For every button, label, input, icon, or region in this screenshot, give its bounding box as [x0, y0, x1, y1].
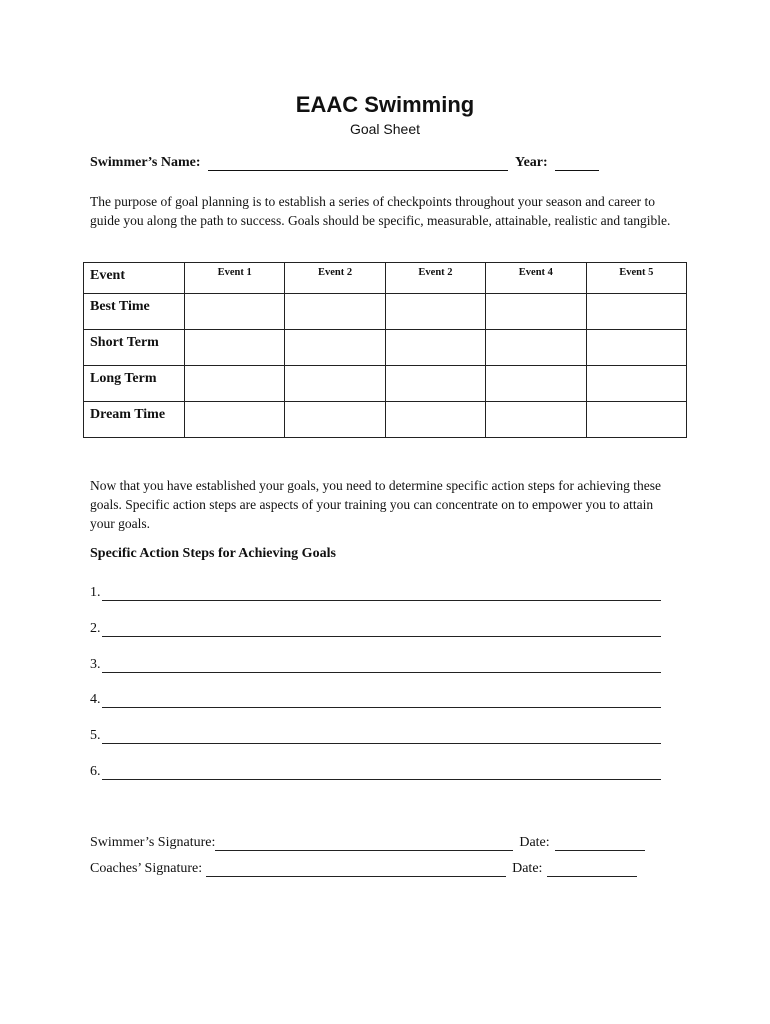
- row-label: Short Term: [90, 335, 159, 350]
- step-field[interactable]: [102, 586, 662, 601]
- action-step-6: [90, 762, 661, 780]
- step-number: 4.: [90, 692, 101, 707]
- coach-signature-line: [90, 859, 637, 877]
- step-field[interactable]: [102, 622, 662, 637]
- goal-cell[interactable]: [586, 294, 686, 330]
- goal-cell[interactable]: [185, 402, 285, 438]
- column-header-label: Event 2: [318, 267, 353, 278]
- row-label-cell: [84, 402, 185, 438]
- swimmer-date-field[interactable]: [555, 836, 645, 851]
- coach-date-field[interactable]: [547, 862, 637, 877]
- coach-date-label: Date:: [512, 861, 543, 876]
- goal-cell[interactable]: [385, 366, 485, 402]
- goal-cell[interactable]: [185, 294, 285, 330]
- step-number: 3.: [90, 657, 101, 672]
- step-number: 2.: [90, 621, 101, 636]
- swimmer-date-label: Date:: [519, 835, 550, 850]
- row-label-cell: [84, 330, 185, 366]
- column-header-label: Event 2: [418, 267, 453, 278]
- row-label: Best Time: [90, 299, 150, 314]
- step-number: 6.: [90, 764, 101, 779]
- row-label: Dream Time: [90, 407, 166, 422]
- step-field[interactable]: [102, 765, 662, 780]
- column-header-cell: [586, 263, 686, 294]
- table-row: [84, 366, 687, 402]
- goal-cell[interactable]: [486, 402, 586, 438]
- table-row: [84, 294, 687, 330]
- row-label-cell: [84, 294, 185, 330]
- goal-cell[interactable]: [486, 366, 586, 402]
- table-corner-cell: [84, 263, 185, 294]
- goal-cell[interactable]: [285, 294, 385, 330]
- goal-cell[interactable]: [385, 330, 485, 366]
- step-field[interactable]: [102, 693, 662, 708]
- goal-cell[interactable]: [385, 294, 485, 330]
- name-year-line: [90, 155, 603, 171]
- swimmer-signature-label: Swimmer’s Signature:: [90, 835, 216, 850]
- step-field[interactable]: [102, 658, 662, 673]
- goal-cell[interactable]: [185, 330, 285, 366]
- table-row: [84, 402, 687, 438]
- table-header-row: [84, 263, 687, 294]
- coach-signature-field[interactable]: [206, 862, 506, 877]
- action-step-2: [90, 619, 661, 637]
- swimmer-name-field[interactable]: [208, 156, 508, 171]
- swimmer-name-label: Swimmer’s Name:: [90, 155, 201, 170]
- swimmer-signature-line: [90, 833, 645, 851]
- coach-signature-label: Coaches’ Signature:: [90, 861, 203, 876]
- table-row: [84, 330, 687, 366]
- goal-cell[interactable]: [486, 330, 586, 366]
- column-header-cell: [185, 263, 285, 294]
- column-header-cell: [285, 263, 385, 294]
- goal-cell[interactable]: [185, 366, 285, 402]
- year-label: Year:: [515, 155, 548, 170]
- goal-cell[interactable]: [586, 330, 686, 366]
- step-field[interactable]: [102, 729, 662, 744]
- swimmer-signature-field[interactable]: [215, 836, 513, 851]
- action-step-3: [90, 655, 661, 673]
- page-subtitle: Goal Sheet: [349, 121, 421, 137]
- row-label: Long Term: [90, 371, 157, 386]
- goal-cell[interactable]: [586, 402, 686, 438]
- event-header-label: Event: [90, 268, 125, 283]
- action-step-4: [90, 690, 661, 708]
- goal-cell[interactable]: [285, 402, 385, 438]
- column-header-label: Event 4: [518, 267, 553, 278]
- action-step-5: [90, 726, 661, 744]
- column-header-cell: [385, 263, 485, 294]
- goal-cell[interactable]: [385, 402, 485, 438]
- goal-cell[interactable]: [586, 366, 686, 402]
- goals-table: [83, 262, 687, 438]
- goal-cell[interactable]: [285, 330, 385, 366]
- year-field[interactable]: [555, 156, 599, 171]
- action-paragraph: Now that you have established your goals, you need to determine specific action steps for achieving these goals. Specific action steps are aspects of your training you can concentrate on to empower you to attain your goals.: [90, 478, 661, 531]
- goal-cell[interactable]: [285, 366, 385, 402]
- step-number: 1.: [90, 585, 101, 600]
- goal-cell[interactable]: [486, 294, 586, 330]
- action-steps-heading: Specific Action Steps for Achieving Goals: [90, 546, 336, 561]
- column-header-label: Event 1: [217, 267, 252, 278]
- step-number: 5.: [90, 728, 101, 743]
- intro-paragraph: The purpose of goal planning is to establish a series of checkpoints throughout your season and career to guide you along the path to success. Goals should be specific, measurable, attainable, realistic and tangible.: [90, 194, 671, 228]
- column-header-cell: [486, 263, 586, 294]
- page-title: EAAC Swimming: [295, 92, 475, 117]
- row-label-cell: [84, 366, 185, 402]
- column-header-label: Event 5: [619, 267, 654, 278]
- action-step-1: [90, 583, 661, 601]
